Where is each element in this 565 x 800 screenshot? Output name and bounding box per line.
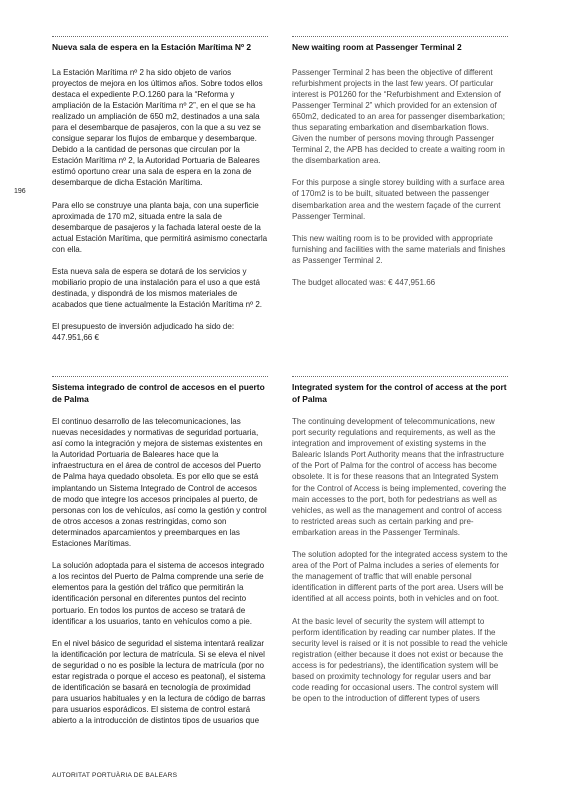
section1-en-paragraph-3: This new waiting room is to be provided with appropriate furnishing and facilities with the same materials and finishes as Passenger Terminal 2. (292, 233, 506, 265)
section1-es-column (52, 42, 268, 344)
section2-en-heading: Integrated system for the control of access at the port of Palma (292, 382, 507, 404)
section2-es-heading: Sistema integrado de control de accesos en el puerto de Palma (52, 382, 265, 404)
section1-es-heading: Nueva sala de espera en la Estación Marítima Nº 2 (52, 42, 252, 52)
section1-en-paragraph-4: The budget allocated was: € 447,951.66 (292, 278, 436, 287)
section1-en-heading: New waiting room at Passenger Terminal 2 (292, 42, 462, 52)
section-divider (52, 36, 268, 37)
section1-es-paragraph-3: Esta nueva sala de espera se dotará de los servicios y mobiliario propio de una instalación para el uso a que está destinada, y dispondrá de los mismos materiales de acabados que tiene actualmente la Estación Marítima nº 2. (52, 267, 263, 310)
section2-en-paragraph-1: The continuing development of telecommunications, new port security regulations and requirements, as well as the integration and improvement of existing systems in the Balearic Islands Port Authority means that the infrastructure of the Port of Palma for the control of access has become obsolete. It is for these reasons that an Integrated System for the Control of Access is being implemented, covering the main accesses to the port, both for pedestrians as well as vehicles, as well as the management and control of access to restricted areas such as certain parking and pre-embarkation areas in the Passenger Terminals. (292, 417, 507, 537)
section1-en-paragraph-2: For this purpose a single storey building with a surface area of 170m2 is to be built, situated between the passenger disembarkation area and the western façade of the current Passenger Terminal. (292, 178, 505, 221)
footer-publisher: AUTORITAT PORTUÀRIA DE BALEARS (52, 772, 178, 779)
section2-en-paragraph-2: The solution adopted for the integrated access system to the area of the Port of Palma includes a series of elements for the management of traffic that will enable personal identification in different parts of the port area. Users will be identified at all access points, both in vehicles and on foot. (292, 550, 508, 604)
section1-en-paragraph-1: Passenger Terminal 2 has been the objective of different refurbishment projects in the last few years. Of particular interest is P01260 for the “Refurbishment and Extension of Passenger Terminal 2” which provided for an extension of 650m2, dedicated to an area for passenger disembarkation; thus separating embarkation and disembarkation flows. Given the number of persons moving through Passenger Terminal 2, the APB has decided to create a waiting room in the disembarkation area. (292, 67, 505, 166)
section1-en-column (292, 42, 508, 288)
section2-es-paragraph-2: La solución adoptada para el sistema de accesos integrado a los recintos del Puerto de Palma comprende una serie de elementos para la gestión del tráfico que permitirán la identificación personal en diferentes puntos del recinto portuario. En todos los puntos de acceso se tratará de identificar a los usuarios, tanto en vehículos como a pie. (52, 561, 265, 626)
section-divider (292, 36, 508, 37)
page-number: 196 (14, 188, 26, 195)
section2-es-paragraph-3: En el nivel básico de seguridad el sistema intentará realizar la identificación por lectura de matrícula. Si se eleva el nivel de seguridad o no es posible la lectura de matrícula (por no estar registrada o porque el acceso es peatonal), el sistema de identificación se basará en tecnología de proximidad para usuarios habituales y en la lectura de código de barras para usuarios esporádicos. El sistema de control estará abierto a la introducción de distintos tipos de usuarios que (52, 638, 266, 726)
section2-es-column (52, 382, 268, 726)
section1-es-paragraph-2: Para ello se construye una planta baja, con una superficie aproximada de 170 m2, situada entre la sala de desembarque de pasajeros y la fachada lateral oeste de la actual Estación Marítima, que permitirá asimismo conectarla con ella. (52, 200, 268, 254)
section2-en-column (292, 382, 508, 704)
section-divider (292, 376, 508, 377)
section2-es-paragraph-1: El continuo desarrollo de las telecomunicaciones, las nuevas necesidades y normativas de seguridad portuaria, así como la integración y mejora de sistemas existentes en la Autoridad Portuaria de Baleares hace que la infraestructura en el área de control de accesos del Puerto de Palma haya quedado obsoleta. Es por ello que se está implantando un Sistema Integrado de Control de accesos de modo que integre los accesos principales al puerto, de personas con los de vehículos, así como la gestión y control de otros accesos a zonas restringidas, como son determinados aparcamientos y preembarques en las Estaciones Marítimas. (52, 417, 267, 549)
section1-es-paragraph-4: El presupuesto de inversión adjudicado ha sido de: 447.951,66 € (52, 322, 235, 343)
section-divider (52, 376, 268, 377)
section1-es-paragraph-1: La Estación Marítima nº 2 ha sido objeto de varios proyectos de mejora en los últimos años. Sobre todos ellos destaca el expediente P.O.1260 para la “Reforma y ampliación de la Estación Marítima nº 2”, en el que se ha realizado un ampliación de 650 m2, destinados a una sala para el desembarque de pasajeros, con la que a su vez se consigue separar los flujos de embarque y desembarque. Debido a la cantidad de personas que circulan por la Estación Marítima nº 2, la Autoridad Portuaria de Baleares estimó oportuno crear una sala de espera en la zona de desembarque de dicha Estación Marítima. (52, 67, 263, 188)
section2-en-paragraph-3: At the basic level of security the system will attempt to perform identification by reading car number plates. If the security level is raised or it is not possible to read the vehicle registration (either because it does not exist or because the access is for pedestrians), the identification system will be based on proximity technology for regular users and bar code reading for occasional users. The control system will be open to the introduction of different types of users (292, 616, 508, 704)
